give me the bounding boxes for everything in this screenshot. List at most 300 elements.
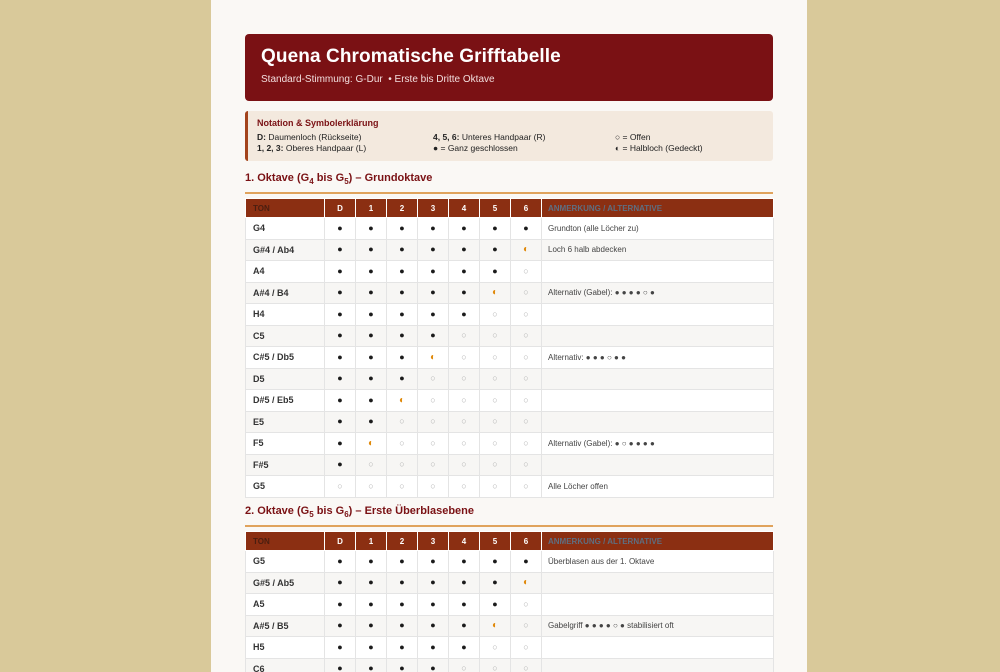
hole-cell — [449, 594, 480, 616]
table-row — [246, 454, 774, 476]
hole-cell — [480, 239, 511, 261]
note-name: A#5 / B5 — [246, 615, 325, 637]
closed-hole-icon: ● — [399, 620, 405, 631]
half-hole-icon: ◐ — [429, 351, 437, 363]
hole-cell — [356, 218, 387, 240]
closed-hole-icon: ● — [337, 287, 343, 298]
hole-cell — [387, 572, 418, 594]
closed-hole-icon: ● — [337, 577, 343, 588]
column-header: TON — [246, 532, 325, 551]
hole-cell — [449, 304, 480, 326]
closed-hole-icon: ● — [399, 351, 405, 362]
open-hole-icon: ○ — [523, 598, 529, 609]
hole-cell — [387, 347, 418, 369]
table-row — [246, 411, 774, 433]
section-divider — [245, 525, 773, 527]
closed-hole-icon: ● — [337, 244, 343, 255]
closed-hole-icon: ● — [399, 598, 405, 609]
legend-item-closed: ● = Ganz geschlossen — [433, 143, 518, 153]
hole-cell — [449, 572, 480, 594]
hole-cell — [449, 411, 480, 433]
hole-cell — [511, 261, 542, 283]
hole-cell — [480, 454, 511, 476]
hole-cell — [325, 218, 356, 240]
half-hole-icon: ◐ — [522, 577, 530, 589]
note-remark: Gabelgriff ● ● ● ● ○ ● stabilisiert oft — [542, 615, 774, 637]
hole-cell — [480, 551, 511, 573]
fingering-table-octave-2 — [245, 531, 774, 672]
open-hole-icon: ○ — [492, 459, 498, 470]
hole-cell — [387, 390, 418, 412]
closed-hole-icon: ● — [430, 308, 436, 319]
open-hole-icon: ○ — [523, 416, 529, 427]
column-header: 2 — [387, 199, 418, 218]
table-header-row — [246, 199, 774, 218]
table-row — [246, 261, 774, 283]
closed-hole-icon: ● — [337, 265, 343, 276]
hole-cell — [356, 304, 387, 326]
open-hole-icon: ○ — [523, 265, 529, 276]
note-name: A4 — [246, 261, 325, 283]
open-hole-icon: ○ — [430, 459, 436, 470]
hole-cell — [325, 239, 356, 261]
note-name: A5 — [246, 594, 325, 616]
column-header: D — [325, 199, 356, 218]
table-row — [246, 637, 774, 659]
closed-hole-icon: ● — [337, 394, 343, 405]
column-header: 5 — [480, 532, 511, 551]
open-hole-icon: ○ — [430, 416, 436, 427]
closed-hole-icon: ● — [399, 577, 405, 588]
hole-cell — [480, 304, 511, 326]
note-name: C5 — [246, 325, 325, 347]
legend-item-lower: 4, 5, 6: Unteres Handpaar (R) — [433, 132, 546, 142]
note-remark — [542, 454, 774, 476]
hole-cell — [480, 390, 511, 412]
hole-cell — [511, 368, 542, 390]
closed-hole-icon: ● — [368, 555, 374, 566]
note-name: G#5 / Ab5 — [246, 572, 325, 594]
half-hole-icon: ◐ — [491, 287, 499, 299]
column-header: 4 — [449, 532, 480, 551]
note-remark — [542, 411, 774, 433]
open-hole-icon: ○ — [368, 480, 374, 491]
table-row — [246, 615, 774, 637]
table-row — [246, 476, 774, 498]
note-name: D#5 / Eb5 — [246, 390, 325, 412]
closed-hole-icon: ● — [337, 330, 343, 341]
half-hole-icon: ◐ — [398, 394, 406, 406]
open-hole-icon: ○ — [492, 308, 498, 319]
table-row — [246, 433, 774, 455]
note-remark: Alternativ: ● ● ● ○ ● ● — [542, 347, 774, 369]
hole-cell — [387, 658, 418, 672]
note-remark: Alle Löcher offen — [542, 476, 774, 498]
hole-cell — [325, 261, 356, 283]
note-name: C#5 / Db5 — [246, 347, 325, 369]
hole-cell — [356, 390, 387, 412]
note-name: F#5 — [246, 454, 325, 476]
note-name: D5 — [246, 368, 325, 390]
section-title-octave-2: 2. Oktave ($G_5$ bis $G_6$) – Erste Überblasebene — [245, 505, 475, 520]
hole-cell — [511, 218, 542, 240]
note-name: G4 — [246, 218, 325, 240]
hole-cell — [356, 433, 387, 455]
hole-cell — [387, 368, 418, 390]
hole-cell — [325, 433, 356, 455]
hole-cell — [511, 615, 542, 637]
hole-cell — [418, 390, 449, 412]
open-hole-icon: ○ — [492, 641, 498, 652]
open-hole-icon: ○ — [399, 480, 405, 491]
note-name: C6 — [246, 658, 325, 672]
closed-hole-icon: ● — [368, 598, 374, 609]
hole-cell — [511, 325, 542, 347]
open-hole-icon: ○ — [492, 394, 498, 405]
hole-cell — [449, 390, 480, 412]
note-remark — [542, 304, 774, 326]
hole-cell — [449, 658, 480, 672]
closed-hole-icon: ● — [492, 577, 498, 588]
hole-cell — [356, 261, 387, 283]
column-header: 6 — [511, 532, 542, 551]
closed-hole-icon: ● — [461, 598, 467, 609]
note-remark — [542, 572, 774, 594]
hole-cell — [449, 551, 480, 573]
table-row — [246, 325, 774, 347]
hole-cell — [511, 282, 542, 304]
hole-cell — [325, 594, 356, 616]
table-row — [246, 572, 774, 594]
hole-cell — [418, 261, 449, 283]
document-page — [211, 0, 807, 672]
hole-cell — [480, 658, 511, 672]
closed-hole-icon: ● — [492, 222, 498, 233]
hole-cell — [418, 282, 449, 304]
hole-cell — [480, 347, 511, 369]
column-header: 6 — [511, 199, 542, 218]
hole-cell — [387, 454, 418, 476]
closed-hole-icon: ● — [368, 330, 374, 341]
open-hole-icon: ○ — [368, 459, 374, 470]
hole-cell — [511, 390, 542, 412]
hole-cell — [387, 433, 418, 455]
hole-cell — [418, 304, 449, 326]
hole-cell — [325, 282, 356, 304]
open-hole-icon: ○ — [523, 480, 529, 491]
column-header: D — [325, 532, 356, 551]
open-hole-icon: ○ — [492, 330, 498, 341]
note-remark — [542, 637, 774, 659]
hole-cell — [449, 368, 480, 390]
hole-cell — [387, 594, 418, 616]
open-hole-icon: ○ — [399, 459, 405, 470]
hole-cell — [418, 572, 449, 594]
hole-cell — [387, 615, 418, 637]
page-title: Quena Chromatische Grifftabelle — [261, 46, 561, 67]
hole-cell — [387, 476, 418, 498]
closed-hole-icon: ● — [461, 244, 467, 255]
hole-cell — [387, 282, 418, 304]
hole-cell — [449, 637, 480, 659]
hole-cell — [480, 637, 511, 659]
closed-hole-icon: ● — [430, 287, 436, 298]
closed-hole-icon: ● — [368, 308, 374, 319]
hole-cell — [356, 594, 387, 616]
note-name: A#4 / B4 — [246, 282, 325, 304]
closed-hole-icon: ● — [430, 620, 436, 631]
open-hole-icon: ○ — [461, 394, 467, 405]
half-hole-icon: ◐ — [367, 437, 375, 449]
column-header: ANMERKUNG / ALTERNATIVE — [542, 199, 774, 218]
open-hole-icon: ○ — [523, 641, 529, 652]
hole-cell — [387, 551, 418, 573]
closed-hole-icon: ● — [430, 641, 436, 652]
note-remark — [542, 390, 774, 412]
hole-cell — [480, 572, 511, 594]
hole-cell — [449, 325, 480, 347]
open-hole-icon: ○ — [523, 437, 529, 448]
closed-hole-icon: ● — [430, 265, 436, 276]
closed-hole-icon: ● — [492, 244, 498, 255]
closed-hole-icon: ● — [337, 437, 343, 448]
closed-hole-icon: ● — [523, 555, 529, 566]
hole-cell — [325, 411, 356, 433]
legend-item-upper: 1, 2, 3: Oberes Handpaar (L) — [257, 143, 367, 153]
open-hole-icon: ○ — [523, 330, 529, 341]
hole-cell — [418, 476, 449, 498]
hole-cell — [356, 454, 387, 476]
closed-hole-icon: ● — [368, 373, 374, 384]
open-hole-icon: ○ — [461, 437, 467, 448]
closed-hole-icon: ● — [337, 555, 343, 566]
hole-cell — [418, 594, 449, 616]
note-name: G5 — [246, 476, 325, 498]
hole-cell — [418, 325, 449, 347]
closed-hole-icon: ● — [461, 287, 467, 298]
hole-cell — [387, 304, 418, 326]
closed-hole-icon: ● — [399, 663, 405, 672]
hole-cell — [511, 637, 542, 659]
closed-hole-icon: ● — [399, 373, 405, 384]
closed-hole-icon: ● — [368, 222, 374, 233]
closed-hole-icon: ● — [461, 641, 467, 652]
closed-hole-icon: ● — [337, 308, 343, 319]
hole-cell — [387, 261, 418, 283]
open-hole-icon: ○ — [523, 459, 529, 470]
open-hole-icon: ○ — [523, 373, 529, 384]
hole-cell — [356, 239, 387, 261]
hole-cell — [480, 411, 511, 433]
hole-cell — [325, 304, 356, 326]
open-hole-icon: ○ — [523, 308, 529, 319]
closed-hole-icon: ● — [523, 222, 529, 233]
note-remark: Überblasen aus der 1. Oktave — [542, 551, 774, 573]
hole-cell — [480, 433, 511, 455]
table-row — [246, 218, 774, 240]
hole-cell — [325, 615, 356, 637]
note-remark: Loch 6 halb abdecken — [542, 239, 774, 261]
hole-cell — [449, 239, 480, 261]
legend-box — [245, 111, 773, 161]
open-hole-icon: ○ — [461, 459, 467, 470]
note-remark: Alternativ (Gabel): ● ○ ● ● ● ● — [542, 433, 774, 455]
hole-cell — [449, 615, 480, 637]
hole-cell — [449, 454, 480, 476]
column-header: TON — [246, 199, 325, 218]
table-row — [246, 368, 774, 390]
hole-cell — [418, 615, 449, 637]
open-hole-icon: ○ — [461, 663, 467, 672]
closed-hole-icon: ● — [337, 373, 343, 384]
closed-hole-icon: ● — [368, 351, 374, 362]
table-header-row — [246, 532, 774, 551]
hole-cell — [356, 411, 387, 433]
table-row — [246, 658, 774, 672]
column-header: 4 — [449, 199, 480, 218]
open-hole-icon: ○ — [492, 373, 498, 384]
closed-hole-icon: ● — [461, 265, 467, 276]
closed-hole-icon: ● — [430, 555, 436, 566]
closed-hole-icon: ● — [399, 555, 405, 566]
hole-cell — [325, 637, 356, 659]
hole-cell — [449, 218, 480, 240]
closed-hole-icon: ● — [337, 459, 343, 470]
closed-hole-icon: ● — [337, 598, 343, 609]
hole-cell — [511, 433, 542, 455]
table-row — [246, 594, 774, 616]
half-hole-icon: ◐ — [491, 620, 499, 632]
table-row — [246, 347, 774, 369]
hole-cell — [480, 282, 511, 304]
open-hole-icon: ○ — [430, 437, 436, 448]
hole-cell — [449, 261, 480, 283]
open-hole-icon: ○ — [492, 351, 498, 362]
closed-hole-icon: ● — [461, 555, 467, 566]
closed-hole-icon: ● — [430, 577, 436, 588]
closed-hole-icon: ● — [430, 222, 436, 233]
closed-hole-icon: ● — [368, 620, 374, 631]
closed-hole-icon: ● — [399, 244, 405, 255]
hole-cell — [511, 572, 542, 594]
section-divider — [245, 192, 773, 194]
closed-hole-icon: ● — [430, 598, 436, 609]
hole-cell — [449, 476, 480, 498]
open-hole-icon: ○ — [492, 416, 498, 427]
hole-cell — [356, 347, 387, 369]
hole-cell — [387, 411, 418, 433]
hole-cell — [325, 347, 356, 369]
open-hole-icon: ○ — [430, 394, 436, 405]
closed-hole-icon: ● — [368, 577, 374, 588]
hole-cell — [480, 261, 511, 283]
open-hole-icon: ○ — [399, 437, 405, 448]
closed-hole-icon: ● — [492, 555, 498, 566]
legend-item-thumb: D: Daumenloch (Rückseite) — [257, 132, 362, 142]
hole-cell — [480, 368, 511, 390]
closed-hole-icon: ● — [337, 663, 343, 672]
hole-cell — [480, 476, 511, 498]
note-remark — [542, 368, 774, 390]
hole-cell — [449, 347, 480, 369]
column-header: 2 — [387, 532, 418, 551]
hole-cell — [418, 239, 449, 261]
closed-hole-icon: ● — [368, 416, 374, 427]
hole-cell — [511, 658, 542, 672]
hole-cell — [511, 411, 542, 433]
legend-title: Notation & Symbolerklärung — [257, 118, 379, 128]
closed-hole-icon: ● — [368, 244, 374, 255]
note-remark — [542, 658, 774, 672]
note-remark: Alternativ (Gabel): ● ● ● ● ○ ● — [542, 282, 774, 304]
open-hole-icon: ○ — [461, 351, 467, 362]
hole-cell — [449, 433, 480, 455]
hole-cell — [418, 411, 449, 433]
hole-cell — [418, 658, 449, 672]
closed-hole-icon: ● — [368, 287, 374, 298]
column-header: ANMERKUNG / ALTERNATIVE — [542, 532, 774, 551]
hole-cell — [418, 454, 449, 476]
hole-cell — [325, 572, 356, 594]
hole-cell — [511, 454, 542, 476]
column-header: 5 — [480, 199, 511, 218]
section-title-octave-1: 1. Oktave ($G_4$ bis $G_5$) – Grundoktave — [245, 172, 433, 187]
column-header: 3 — [418, 199, 449, 218]
table-row — [246, 551, 774, 573]
closed-hole-icon: ● — [337, 620, 343, 631]
hole-cell — [356, 637, 387, 659]
open-hole-icon: ○ — [523, 351, 529, 362]
note-name: H5 — [246, 637, 325, 659]
closed-hole-icon: ● — [430, 663, 436, 672]
open-hole-icon: ○ — [430, 480, 436, 491]
closed-hole-icon: ● — [337, 351, 343, 362]
legend-item-open: ○ = Offen — [615, 132, 651, 142]
note-remark — [542, 325, 774, 347]
open-hole-icon: ○ — [523, 394, 529, 405]
fingering-table-octave-1 — [245, 198, 774, 498]
closed-hole-icon: ● — [368, 394, 374, 405]
closed-hole-icon: ● — [399, 641, 405, 652]
hole-cell — [387, 239, 418, 261]
hole-cell — [325, 551, 356, 573]
open-hole-icon: ○ — [399, 416, 405, 427]
closed-hole-icon: ● — [430, 244, 436, 255]
hole-cell — [511, 304, 542, 326]
open-hole-icon: ○ — [461, 480, 467, 491]
closed-hole-icon: ● — [461, 222, 467, 233]
open-hole-icon: ○ — [523, 287, 529, 298]
closed-hole-icon: ● — [368, 641, 374, 652]
open-hole-icon: ○ — [337, 480, 343, 491]
closed-hole-icon: ● — [337, 222, 343, 233]
note-name: E5 — [246, 411, 325, 433]
legend-item-half: ◐ = Halbloch (Gedeckt) — [615, 143, 703, 153]
open-hole-icon: ○ — [523, 620, 529, 631]
hole-cell — [418, 368, 449, 390]
closed-hole-icon: ● — [461, 620, 467, 631]
note-name: F5 — [246, 433, 325, 455]
note-name: H4 — [246, 304, 325, 326]
page-subtitle: Standard-Stimmung: G-Dur • Erste bis Dritte Oktave — [261, 74, 495, 85]
closed-hole-icon: ● — [399, 222, 405, 233]
closed-hole-icon: ● — [337, 641, 343, 652]
hole-cell — [511, 239, 542, 261]
closed-hole-icon: ● — [492, 598, 498, 609]
hole-cell — [511, 347, 542, 369]
note-name: G#4 / Ab4 — [246, 239, 325, 261]
hole-cell — [511, 476, 542, 498]
